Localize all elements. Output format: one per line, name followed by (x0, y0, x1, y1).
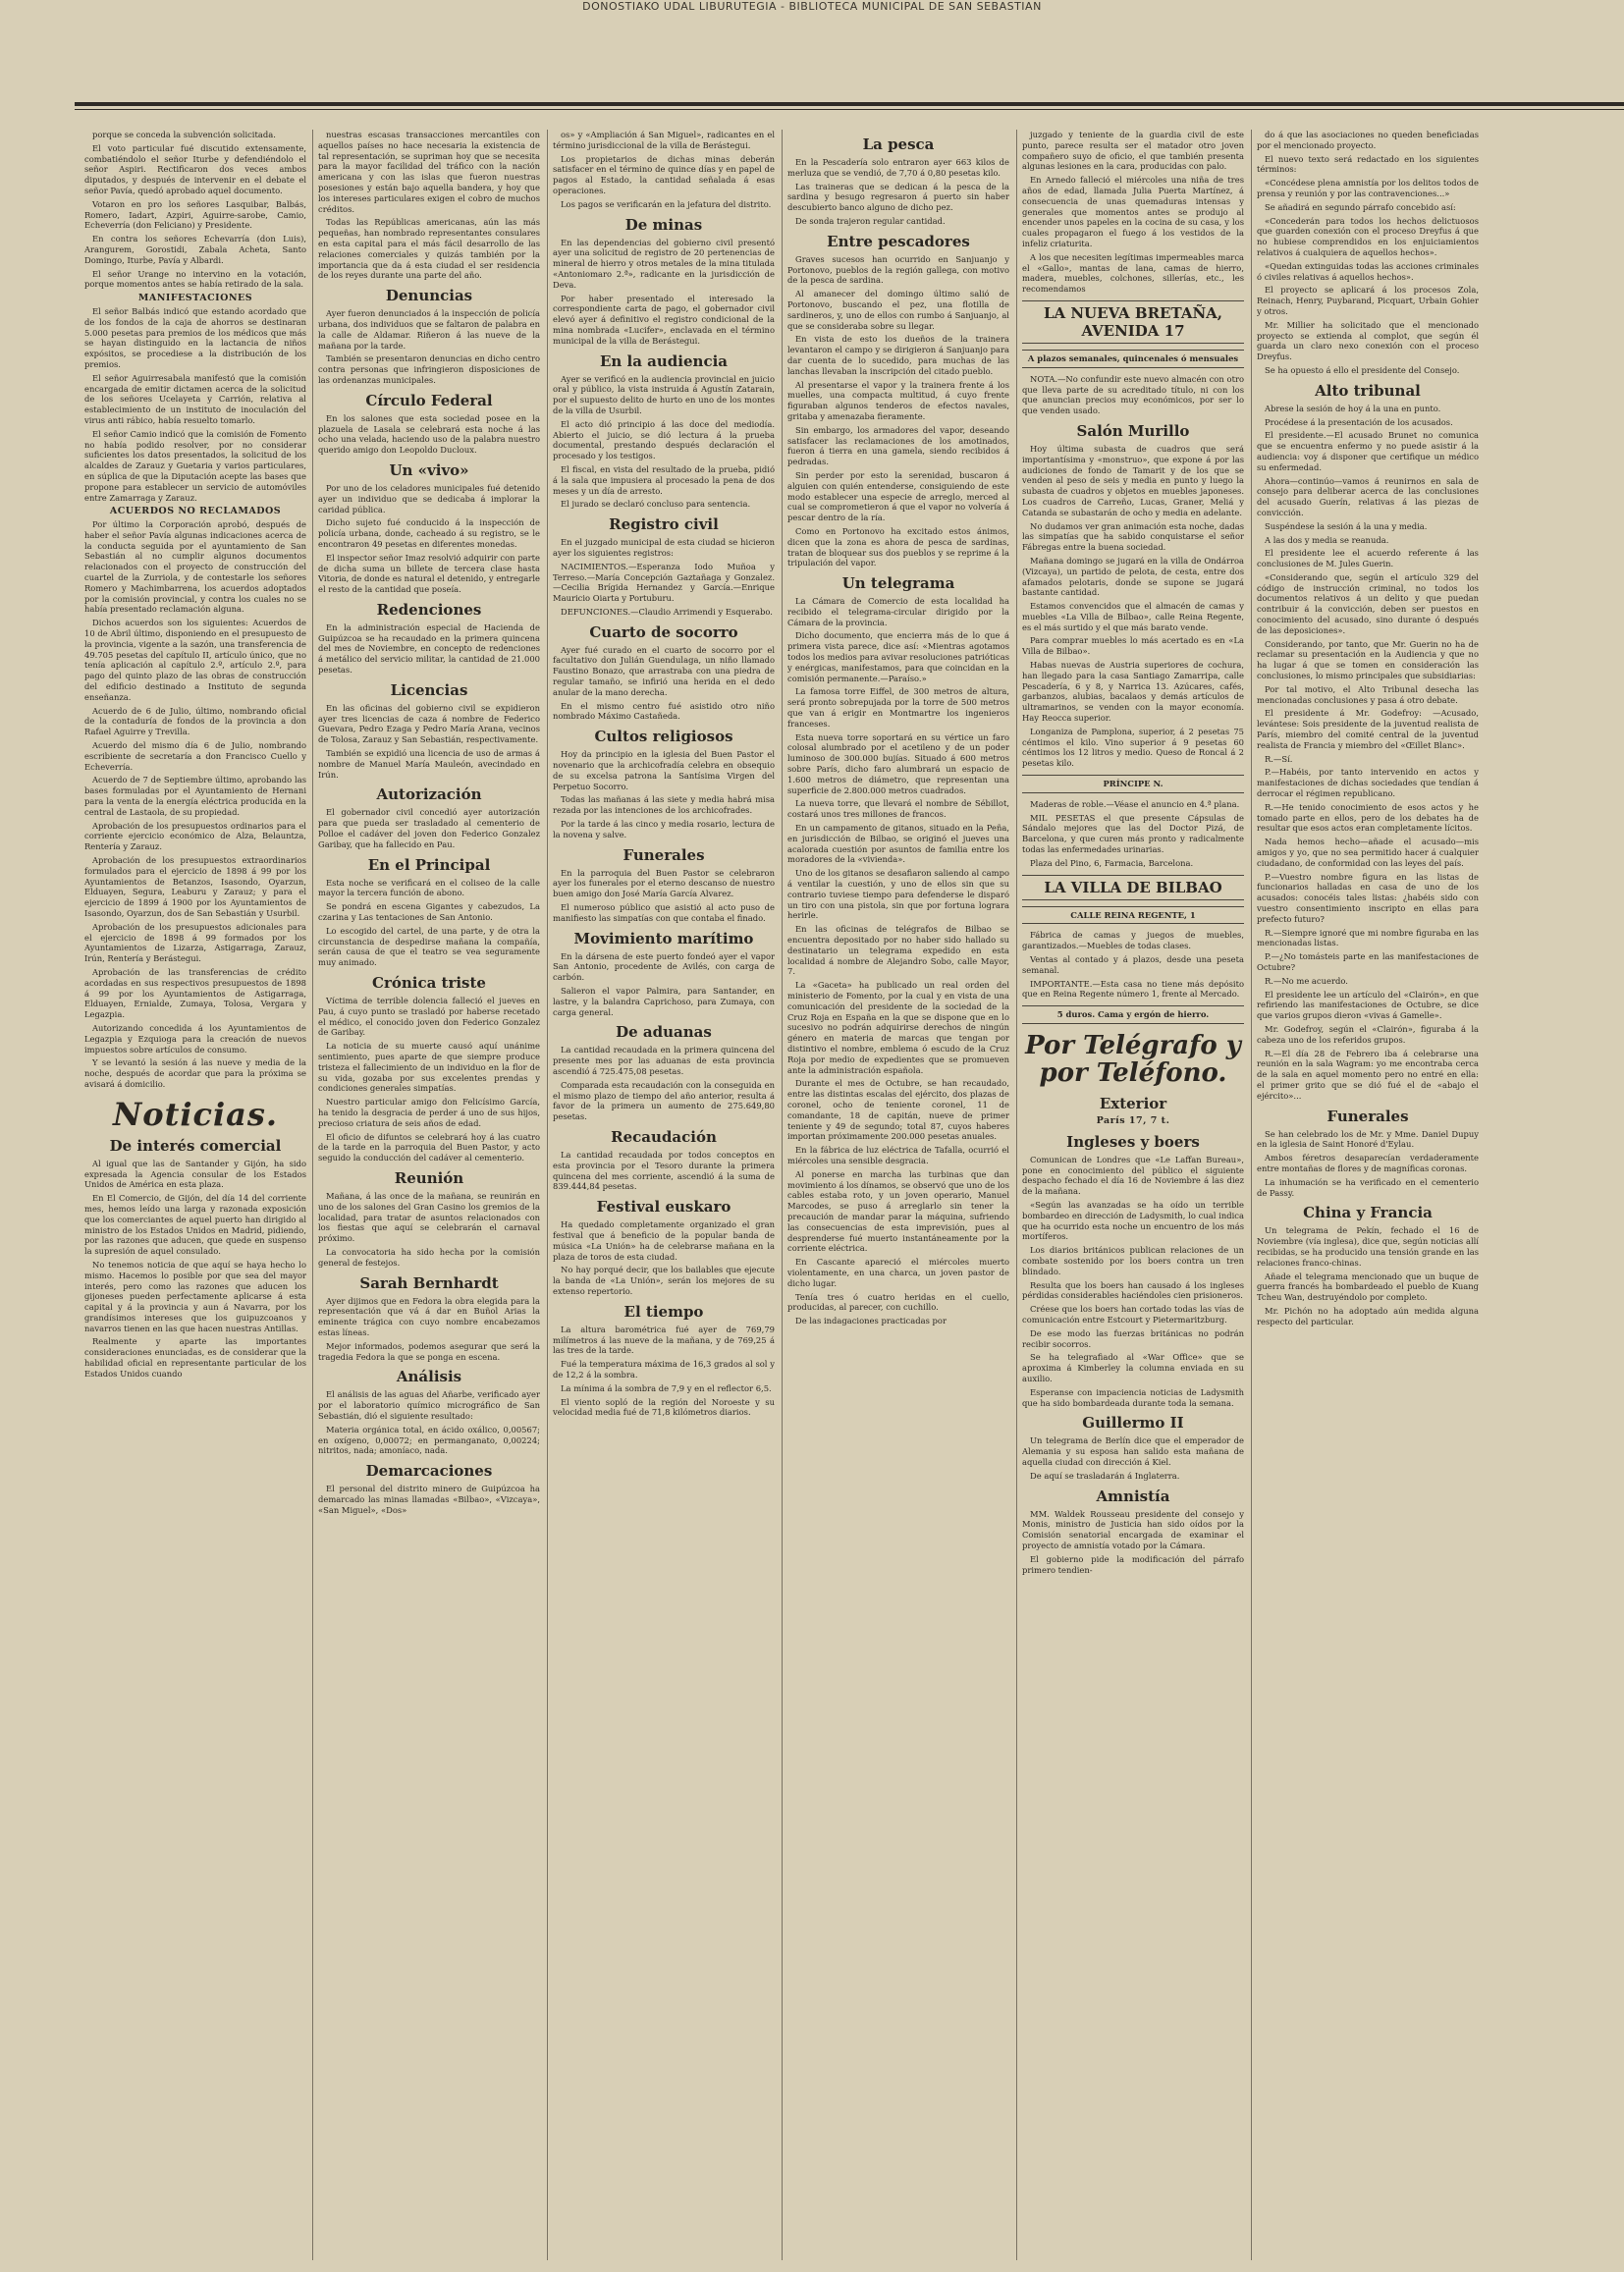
paragraph: Ayer fueron denunciados á la inspección de policía urbana, dos individuos que se faltaron de palabra en la calle de Aldamar. Riñeron á las nueve de la mañana por la tarde. (318, 308, 540, 351)
section-heading: Sarah Bernhardt (359, 1273, 499, 1292)
paragraph: En la fábrica de luz eléctrica de Tafalla, ocurrió el miércoles una sensible desgracia. (787, 1145, 1009, 1165)
paragraph: En las oficinas de telégrafos de Bilbao se encuentra depositado por no haber sido hallado su destinatario un telegrama expedido en esta localidad á nombre de Alejandro Sobo, calle Mayor, 7. (787, 924, 1009, 977)
section-heading: Cultos religiosos (594, 728, 733, 746)
section-heading: El tiempo (623, 1302, 704, 1321)
paragraph: Dicho sujeto fué conducido á la inspección de policía urbana, donde, cacheado á su registro, se le encontraron 49 pesetas en diferentes monedas. (318, 517, 540, 549)
column-separator (547, 130, 548, 2260)
paragraph: Lo escogido del cartel, de una parte, y de otra la circunstancia de despedirse mañana la compañía, serán causa de que el teatro se vea seguramente muy animado. (318, 925, 540, 968)
paragraph: Realmente y aparte las importantes consideraciones enunciadas, es de considerar que la habilidad oficial en representante particular de los Estados Unidos cuando (84, 1336, 306, 1379)
paragraph: Hoy última subasta de cuadros que será importantísima y «monstruo», que expone á por las audiciones de fondo de Tamarit y de los que se venden al peso de seis y media en punto y luego la subasta de cuadros y objetos en muebles japoneses. Los cuadros de Carreño, Lucas, Graner, Meliá y Catanda se subastarán de ocho y media en adelante. (1022, 443, 1244, 517)
column-1 (84, 130, 306, 2260)
paragraph: El inspector señor Imaz resolvió adquirir con parte de dicha suma un billete de tercera clase hasta Vitoria, de donde es natural el detenido, y entregarle el resto de la cantidad que poseía. (318, 552, 540, 595)
paragraph: En El Comercio, de Gijón, del día 14 del corriente mes, hemos leído una larga y razonada exposición que los comerciantes de aquel puerto han dirigido al ministro de los Estados Unidos en Madrid, pidiendo, por las razones que aducen, que quede en suspenso la supresión de aquel consulado. (84, 1193, 306, 1257)
advertisement-line: CALLE REINA REGENTE, 1 (1022, 906, 1244, 925)
paragraph: Un telegrama de Berlín dice que el emperador de Alemania y su esposa han salido esta mañana de aquella ciudad con dirección á Kiel. (1022, 1435, 1244, 1467)
paragraph: De sonda trajeron regular cantidad. (795, 215, 946, 226)
section-heading: Ingleses y boers (1066, 1132, 1200, 1151)
paragraph: «Según las avanzadas se ha oído un terrible bombardeo en dirección de Ladysmith, lo cual indica que ha ocurrido esta noche un encuentro de los más mortíferos. (1022, 1199, 1244, 1242)
section-heading: En la audiencia (599, 352, 728, 370)
paragraph: En contra los señores Echevarría (don Luis), Arangurem, Gorostidi, Zabala Acheta, Santo Domingo, Iturbe, Pavía y Albardi. (84, 234, 306, 265)
paragraph: La altura barométrica fué ayer de 769,79 milímetros á las nueve de la mañana, y de 769,25 á las tres de la tarde. (553, 1324, 775, 1356)
paragraph: El acto dió principio á las doce del mediodía. Abierto el juicio, se dió lectura á la prueba documental, prestando después declaración el procesado y los testigos. (553, 418, 775, 461)
paragraph: R.—He tenido conocimiento de esos actos y he tomado parte en ellos, pero de los debates ha de resultar que esos actos eran completamente lícitos. (1257, 801, 1479, 834)
paragraph: La famosa torre Eiffel, de 300 metros de altura, será pronto sobrepujada por la torre de 500 metros que van á erigir en Montmartre los ingenieros franceses. (787, 686, 1009, 729)
paragraph: Resulta que los boers han causado á los ingleses pérdidas considerables haciéndoles cien prisioneros. (1022, 1279, 1244, 1301)
paragraph: do á que las asociaciones no queden beneficiadas por el mencionado proyecto. (1257, 130, 1479, 150)
paragraph: En Arnedo falleció el miércoles una niña de tres años de edad, llamada Julia Puerta Martínez, á consecuencia de unas quemaduras intensas y generales que momentos antes se produjo al encender unos papeles en la cocina de su casa, y los cuales propagaron el fuego á los vestidos de la infeliz criaturita. (1022, 175, 1244, 248)
paragraph: Por uno de los celadores municipales fué detenido ayer un individuo que se dedicaba á implorar la caridad pública. (318, 482, 540, 514)
paragraph: En vista de esto los dueños de la trainera levantaron el campo y se dirigieron á Sanjuanjo para dar cuenta de lo sucedido, para muchas de las lanchas llevaban la inscripción del citado pueblo. (787, 334, 1009, 376)
section-title-telegrafo: Por Telégrafo y por Teléfono. (1025, 1031, 1241, 1088)
section-heading: La pesca (862, 135, 935, 153)
paragraph: Graves sucesos han ocurrido en Sanjuanjo y Portonovo, pueblos de la región gallega, con motivo de la pesca de sardina. (787, 253, 1009, 286)
section-heading: Registro civil (609, 515, 719, 534)
paragraph: La convocatoria ha sido hecha por la comisión general de festejos. (318, 1246, 540, 1268)
page-rule-top-thin (75, 109, 1624, 110)
paragraph: Acuerdo de 6 de Julio, último, nombrando oficial de la contaduría de fondos de la provincia a don Rafael Aguirre y Trevilla. (84, 705, 306, 737)
column-4 (787, 130, 1009, 2260)
paragraph: El señor Urange no intervino en la votación, porque momentos antes se había retirado de la sala. (84, 268, 306, 290)
paragraph: Los propietarios de dichas minas deberán satisfacer en el término de quince días y en papel de pagos al Estado, la cantidad señalada á esas operaciones. (553, 153, 775, 195)
paragraph: Procédese á la presentación de los acusados. (1265, 416, 1453, 427)
paragraph: El numeroso público que asistió al acto puso de manifiesto las simpatías con que contaba el finado. (553, 902, 775, 923)
section-heading: Funerales (623, 845, 705, 864)
paragraph: R.—Sí. (1265, 753, 1293, 764)
paragraph: Plaza del Pino, 6, Farmacia, Barcelona. (1030, 857, 1194, 868)
paragraph: La Cámara de Comercio de esta localidad ha recibido el telegrama-circular dirigido por la Cámara de la provincia. (787, 596, 1009, 627)
paragraph: El jurado se declaró concluso para sentencia. (561, 499, 751, 510)
paragraph: En un campamento de gitanos, situado en la Peña, en jurisdicción de Bilbao, se originó el jueves una acalorada cuestión por asuntos de familia entre los moradores de la «vivienda». (787, 823, 1009, 865)
paragraph: P.—Habéis, por tanto intervenido en actos y manifestaciones de dichas sociedades que tendían á derrocar el régimen republicano. (1257, 767, 1479, 799)
paragraph: «Concédese plena amnistía por los delitos todos de prensa y reunión y por las contravenciones...» (1257, 178, 1479, 198)
paragraph: En las oficinas del gobierno civil se expidieron ayer tres licencias de caza á nombre de Federico Guevara, Pedro Ezaga y Pedro María Arana, vecinos de Tolosa, Zarauz y San Sebastián, respectivamente. (318, 702, 540, 745)
paragraph: Durante el mes de Octubre, se han recaudado, entre las distintas escalas del ejército, dos plazas de coronel, ocho de teniente coronel, 11 de comandante, 18 de capitán, nueve de primer teniente y 49 de segundo; total 87, cuyos haberes importan próximamente 200.000 pesetas anuales. (787, 1078, 1009, 1142)
paragraph: El presidente.—El acusado Brunet no comunica que se encuentra enfermo y no puede asistir á la audiencia: voy á disponer que certifique un médico su enfermedad. (1257, 430, 1479, 472)
advertisement-title: LA NUEVA BRETAÑA, AVENIDA 17 (1022, 300, 1244, 344)
paragraph: El voto particular fué discutido extensamente, combatiéndolo el señor Iturbe y defendiéndolo el señor Aspiri. Rectificaron dos veces ambos diputados, y después de intervenir en el debate el señor Pavía, quedó aprobado aquel documento. (84, 142, 306, 195)
paragraph: En la dársena de este puerto fondeó ayer el vapor San Antonio, procedente de Avilés, con carga de carbón. (553, 950, 775, 983)
paragraph: No tenemos noticia de que aquí se haya hecho lo mismo. Hacemos lo posible por que sea del mayor interés, pero como las razones que aducen los gijoneses pueden perfectamente aplicarse á esta capital y á la provincia y aun á Navarra, por los grandísimos intereses que los guipuzcoanos y navarros tienen en las que hacen nuestras Antillas. (84, 1259, 306, 1333)
subheading: ACUERDOS NO RECLAMADOS (109, 506, 282, 517)
paragraph: La cantidad recaudada en la primera quincena del presente mes por las aduanas de esta provincia ascendió á 725.475,08 pesetas. (553, 1045, 775, 1076)
paragraph: DEFUNCIONES.—Claudio Arrimendi y Esquerabo. (561, 606, 773, 617)
column-2 (318, 130, 540, 2260)
paragraph: Dicho documento, que encierra más de lo que á primera vista parece, dice así: «Mientras agotamos todos los medios para avivar resoluciones patrióticas y enérgicas, manifestamos, para que coincidan en la comisión permanente.—Paraíso.» (787, 630, 1009, 683)
paragraph: En la Pescadería solo entraron ayer 663 kilos de merluza que se vendió, de 7,70 á 0,80 pesetas kilo. (787, 157, 1009, 178)
paragraph: Suspéndese la sesión á la una y media. (1265, 520, 1428, 531)
advertisement-title: LA VILLA DE BILBAO (1022, 875, 1244, 900)
paragraph: Esta nueva torre soportará en su vértice un faro colosal alumbrado por el acetileno y de un poder luminoso de 300.000 bujías. Situado á 600 metros sobre París, dicho faro alumbrará un espacio de 1.600 metros de diámetro, que representan una superficie de 2.800.000 metros cuadrados. (787, 731, 1009, 795)
paragraph: Maderas de roble.—Véase el anuncio en 4.ª plana. (1030, 798, 1240, 809)
column-separator (1251, 130, 1252, 2260)
section-heading: Crónica triste (372, 974, 486, 993)
column-5 (1022, 130, 1244, 2260)
advertisement-line: 5 duros. Cama y ergón de hierro. (1022, 1005, 1244, 1024)
paragraph: Por haber presentado el interesado la correspondiente carta de pago, el gobernador civil elevó ayer á definitivo el registro condicional de la mina nombrada «Lucifer», enclavada en el término municipal de la villa de Berástegui. (553, 293, 775, 346)
section-heading: Alto tribunal (1315, 381, 1421, 400)
paragraph: Esta noche se verificará en el coliseo de la calle mayor la tercera función de abono. (318, 877, 540, 898)
paragraph: Esperanse con impaciencia noticias de Ladysmith que ha sido bombardeada durante toda la semana. (1022, 1386, 1244, 1408)
paragraph: «Considerando que, según el artículo 329 del código de instrucción criminal, no todos los documentos relativos á un delito y que puedan contribuir á la convicción, deben ser puestos en conocimiento del acusado, sino durante ó después de las deposiciones». (1257, 571, 1479, 635)
paragraph: Al ponerse en marcha las turbinas que dan movimiento á los dínamos, se observó que uno de los cables estaba roto, y un joven operario, Manuel Marcodes, se puso á arreglarlo sin tener la precaución de mandar parar la máquina, sufriendo las consecuencias de esta imprevisión, pues al desprenderse fué muerto instantáneamente por la corriente eléctrica. (787, 1168, 1009, 1254)
paragraph: Comunican de Londres que «Le Laffan Bureau», pone en conocimiento del público el siguiente despacho fechado el día 16 de Noviembre á las diez de la mañana. (1022, 1154, 1244, 1197)
paragraph: Acuerdo del mismo día 6 de Julio, nombrando escribiente de secretaría a don Francisco Cuello y Echeverría. (84, 740, 306, 772)
paragraph: Aprobación de los presupuestos ordinarios para el corriente ejercicio económico de Alza, Belauntza, Rentería y Zarauz. (84, 820, 306, 852)
section-heading: Movimiento marítimo (573, 929, 754, 947)
paragraph: Añade el telegrama mencionado que un buque de guerra francés ha bombardeado el pueblo de Kuang Tcheu Wan, destruyéndolo por completo. (1257, 1271, 1479, 1303)
paragraph: P.—¿No tomásteis parte en las manifestaciones de Octubre? (1257, 951, 1479, 972)
paragraph: En la administración especial de Hacienda de Guipúzcoa se ha recaudado en la primera quincena del mes de Noviembre, en concepto de redenciones á metálico del servicio militar, la cantidad de 21.000 pesetas. (318, 622, 540, 676)
paragraph: MIL PESETAS el que presente Cápsulas de Sándalo mejores que las del Doctor Pizá, de Barcelona, y que curen más pronto y radicalmente todas las enfermedades urinarias. (1022, 812, 1244, 855)
section-heading: Redenciones (376, 600, 482, 619)
paragraph: Comparada esta recaudación con la conseguida en el mismo plazo de tiempo del año anterior, resulta á favor de la primera un aumento de 275.649,80 pesetas. (553, 1079, 775, 1122)
paragraph: También se presentaron denuncias en dicho centro contra personas que infringieron disposiciones de las ordenanzas municipales. (318, 353, 540, 385)
paragraph: Víctima de terrible dolencia falleció el jueves en Pau, á cuyo punto se trasladó por haberse recetado el médico, el conocido joven don Federico Gonzalez de Garibay. (318, 996, 540, 1038)
paragraph: «Concederán para todos los hechos delictuosos que guarden conexión con el proceso Dreyfus á que no hubiese comprendidos en los enjuiciamientos relativos á cualquiera de aquellos hechos». (1257, 215, 1479, 257)
paragraph: La noticia de su muerte causó aquí unánime sentimiento, pues aparte de que siempre produce tristeza el fallecimiento de un individuo en la flor de su vida, gozaba por sus excelentes prendas y condiciones generales simpatías. (318, 1041, 540, 1094)
paragraph: Y se levantó la sesión á las nueve y media de la noche, después de acordar que para la próxima se avisará á domicilio. (84, 1057, 306, 1089)
section-heading: De interés comercial (109, 1136, 282, 1155)
paragraph: Ayer fué curado en el cuarto de socorro por el facultativo don Julián Guendulaga, un niño llamado Faustino Bonazo, que arrastraba con una piedra de regular tamaño, se infirió una herida en el dedo anular de la mano derecha. (553, 644, 775, 697)
paragraph: El proyecto se aplicará á los procesos Zola, Reinach, Henry, Puybarand, Picquart, Urbain Gohier y otros. (1257, 285, 1479, 316)
paragraph: En la parroquia del Buen Pastor se celebraron ayer los funerales por el eterno descanso de nuestro buen amigo don José María García Alvarez. (553, 867, 775, 899)
paragraph: Por tal motivo, el Alto Tribunal desecha las mencionadas conclusiones y pasa á otro debate. (1257, 683, 1479, 705)
paragraph: Para comprar muebles lo más acertado es en «La Villa de Bilbao». (1022, 635, 1244, 657)
section-heading: De minas (624, 215, 703, 234)
paragraph: De aquí se trasladarán á Inglaterra. (1030, 1470, 1180, 1481)
paragraph: El señor Balbás indicó que estando acordado que de los fondos de la caja de ahorros se destinaran 5.000 pesetas para premios de los médicos que más se hayan distinguido en la lactancia de niños expósitos, se procediese a la distribución de los premios. (84, 305, 306, 369)
advertisement-line: PRÍNCIPE N. (1022, 775, 1244, 793)
paragraph: Todas las mañanas á las siete y media habrá misa rezada por las intenciones de los archicofrades. (553, 794, 775, 816)
paragraph: El personal del distrito minero de Guipúzcoa ha demarcado las minas llamadas «Bilbao», «Vizcaya», «San Miguel», «Dos» (318, 1484, 540, 1515)
paragraph: Sin perder por esto la serenidad, buscaron á alguien con quién entenderse, consiguiendo de este modo establecer una especie de arreglo, merced al cual se comprometieron á que el vapor no volvería á pescar dentro de la ría. (787, 469, 1009, 523)
paragraph: Aprobación de los presupuestos adicionales para el ejercicio de 1898 á 99 formados por los Ayuntamientos de Lizarza, Astigarraga, Zarauz, Irún, Rentería y Berástegui. (84, 921, 306, 964)
column-separator (312, 130, 313, 2260)
paragraph: MM. Waldek Rousseau presidente del consejo y Monis, ministro de Justicia han sido oídos por la Comisión senatorial encargada de examinar el proyecto de amnistía votado por la Cámara. (1022, 1508, 1244, 1550)
paragraph: El fiscal, en vista del resultado de la prueba, pidió á la sala que impusiera al procesado la pena de dos meses y un día de arresto. (553, 463, 775, 496)
paragraph: Por último la Corporación aprobó, después de haber el señor Pavía algunas indicaciones acerca de la conducta seguida por el ayuntamiento de San Sebastián al no cumplir algunos documentos relacionados con el proyecto de construcción del cuartel de la Zurriola, y de contestarle los señores Romero y Machimbarrena, los acuerdos adoptados por la comisión provincial, y contra los cuales no se había presentado reclamación alguna. (84, 519, 306, 615)
paragraph: IMPORTANTE.—Esta casa no tiene más depósito que en Reina Regente número 1, frente al Mercado. (1022, 978, 1244, 1000)
paragraph: De las indagaciones practicadas por (795, 1316, 947, 1326)
paragraph: Autorizando concedida á los Ayuntamientos de Legazpia y Ezquioga para la creación de nuevos impuestos sobre artículos de consumo. (84, 1022, 306, 1055)
paragraph: Se han celebrado los de Mr. y Mme. Daniel Dupuy en la iglesia de Saint Honoré d'Eylau. (1257, 1128, 1479, 1150)
paragraph: Se ha opuesto á ello el presidente del Consejo. (1265, 364, 1460, 375)
paragraph: R.—Siempre ignoré que mi nombre figuraba en las mencionadas listas. (1257, 927, 1479, 948)
paragraph: nuestras escasas transacciones mercantiles con aquellos países no hace necesaria la existencia de tal representación, se supriman hoy que se necesita para la mayor facilidad del tráfico con la nación americana y con las islas que fueron nuestras posesiones y están bajo aquella bandera, y hoy que los intereses particulares exigen el cobro de muchos créditos. (318, 130, 540, 214)
subheading: MANIFESTACIONES (137, 293, 253, 304)
paragraph: A las dos y media se reanuda. (1265, 534, 1389, 545)
section-heading: Análisis (396, 1368, 462, 1386)
paragraph: Considerando, por tanto, que Mr. Guerin no ha de reclamar su presentación en la Audiencia y que no ha lugar á que se tomen en consideración las conclusiones, lo mismo principales que subsidiarias: (1257, 638, 1479, 681)
paragraph: En Cascante apareció el miércoles muerto violentamente, en una charca, un joven pastor de dicho lugar. (787, 1257, 1009, 1288)
paragraph: Mr. Godefroy, según el «Clairón», figuraba á la cabeza uno de los referidos grupos. (1257, 1023, 1479, 1045)
paragraph: Las traineras que se dedican á la pesca de la sardina y besugo regresaron á puerto sin haber descubierto banco alguno de dicho pez. (787, 181, 1009, 213)
paragraph: Hoy da principio en la iglesia del Buen Pastor el novenario que la archicofradía celebra en obsequio de su excelsa patrona la Santísima Virgen del Perpetuo Socorro. (553, 749, 775, 791)
section-heading: Un «vivo» (389, 460, 469, 479)
paragraph: En las dependencias del gobierno civil presentó ayer una solicitud de registro de 20 pertenencias de mineral de hierro y otros metales de la mina titulada «Antoniomaro 2.ª», radicante en la jurisdicción de Deva. (553, 237, 775, 290)
paragraph: Sin embargo, los armadores del vapor, deseando satisfacer las reclamaciones de los amotinados, fueron á tierra en una gamela, siendo recibidos á pedradas. (787, 424, 1009, 467)
paragraph: Votaron en pro los señores Lasquibar, Balbás, Romero, Iadart, Azpiri, Aguirre-sarobe, Camio, Echeverría (don Feliciano) y Presidente. (84, 198, 306, 231)
paragraph: Mañana, á las once de la mañana, se reunirán en uno de los salones del Gran Casino los gremios de la localidad, para tratar de asuntos relacionados con los fiestas que aquí se celebrarán el carnaval próximo. (318, 1190, 540, 1244)
paragraph: NOTA.—No confundir este nuevo almacén con otro que lleva parte de su acreditado título, ni con los que anuncian precios muy económicos, por ser lo que venden usado. (1022, 373, 1244, 416)
paragraph: Ventas al contado y á plazos, desde una peseta semanal. (1022, 954, 1244, 975)
paragraph: Uno de los gitanos se desafiaron saliendo al campo á ventilar la cuestión, y uno de ellos sin que su contrario tuviese tiempo para defenderse le disparó un tiro con una pistola, sin que por fortuna lograra herirle. (787, 868, 1009, 921)
paragraph: Acuerdo de 7 de Septiembre último, aprobando las bases formuladas por el Ayuntamiento de Hernani para la venta de la energía eléctrica producida en la central de Lastaola, de su propiedad. (84, 775, 306, 817)
column-3 (553, 130, 775, 2260)
paragraph: El gobernador civil concedió ayer autorización para que pueda ser trasladado al cementerio de Polloe el cadáver del joven don Federico Gonzalez Garibay, que ha fallecido en Pau. (318, 807, 540, 849)
section-heading: Reunión (394, 1168, 464, 1187)
paragraph: Mejor informados, podemos asegurar que será la tragedia Fedora la que se ponga en escena. (318, 1340, 540, 1362)
paragraph: Ambos féretros desaparecían verdaderamente entre montañas de flores y de magníficas coronas. (1257, 1153, 1479, 1173)
paragraph: La «Gaceta» ha publicado un real orden del ministerio de Fomento, por la cual y en vista de una comunicación del presidente de la sociedad de la Cruz Roja en España en la que se dispone que en lo sucesivo no podrán adquirirse derechos de ningún género en materia de marcas que tengan por distintivo el nombre, emblema ó escudo de la Cruz Roja por medio de expedientes que se promueven ante la administración española. (787, 980, 1009, 1075)
section-heading: Autorización (376, 785, 482, 804)
paragraph: El señor Camio indicó que la comisión de Fomento no había podido resolver, por no considerar suficientes los datos presentados, la solicitud de los alcaldes de Zarauz y Guetaria y varios particulares, en súplica de que la Diputación acepte las bases que propone para establecer un servicio de automóviles entre Zamarraga y Zarauz. (84, 428, 306, 503)
paragraph: En los salones que esta sociedad posee en la plazuela de Lasala se celebrará esta noche á las ocho una velada, haciendo uso de la palabra nuestro querido amigo don Leopoldo Ducloux. (318, 412, 540, 456)
section-heading: Demarcaciones (365, 1462, 493, 1481)
paragraph: Al igual que las de Santander y Gijón, ha sido expresada la Agencia consular de los Estados Unidos de América en esta plaza. (84, 1158, 306, 1190)
paragraph: Un telegrama de Pekín, fechado el 16 de Noviembre (vía inglesa), dice que, según noticias allí recibidas, se ha producido una tensión grande en las relaciones franco-chinas. (1257, 1225, 1479, 1268)
paragraph: Dichos acuerdos son los siguientes: Acuerdos de 10 de Abril último, disponiendo en el presupuesto de la provincia, vigente a la sazón, una transferencia de 49.705 pesetas del capítulo II, artículo único, que no tenía aplicación al capítulo 2.º, artículo 2.º, para pago del quinto plazo de las obras de construcción del edificio destinado a Instituto de segunda enseñanza. (84, 618, 306, 702)
paragraph: A los que necesiten legítimas impermeables marca el «Gallo», mantas de lana, camas de hierro, madera, muebles, colchones, sillerías, etc., les recomendamos (1022, 251, 1244, 295)
section-heading: Entre pescadores (827, 232, 970, 250)
paragraph: La nueva torre, que llevará el nombre de Sébillot, costará unos tres millones de francos. (787, 798, 1009, 820)
paragraph: El nuevo texto será redactado en los siguientes términos: (1257, 153, 1479, 175)
paragraph: P.—Vuestro nombre figura en las listas de funcionarios halladas en casa de uno de los acusados: conocéis tales listas: ¿habéis sido con vuestro consentimiento inscripto en ellas para prefecto futuro? (1257, 871, 1479, 924)
paragraph: porque se conceda la subvención solicitada. (92, 130, 276, 139)
paragraph: La mínima á la sombra de 7,9 y en el reflector 6,5. (561, 1382, 772, 1393)
paragraph: R.—No me acuerdo. (1265, 975, 1348, 986)
paragraph: Nada hemos hecho—añade el acusado—mis amigos y yo, que no sea permitido hacer á cualquier ciudadano, de conformidad con las leyes del país. (1257, 837, 1479, 868)
paragraph: Estamos convencidos que el almacén de camas y muebles «La Villa de Bilbao», calle Reina Regente, es el más surtido y el que más barato vende. (1022, 601, 1244, 632)
section-heading: Salón Murillo (1076, 421, 1190, 440)
paragraph: El oficio de difuntos se celebrará hoy á las cuatro de la tarde en la parroquia del Buen Pastor, y acto seguido la conducción del cadáver al cementerio. (318, 1131, 540, 1163)
paragraph: Se pondrá en escena Gigantes y cabezudos, La czarina y Las tentaciones de San Antonio. (318, 901, 540, 923)
paragraph: No hay porqué decir, que los bailables que ejecute la banda de «La Unión», serán los mejores de su extenso repertorio. (553, 1265, 775, 1296)
column-separator (1016, 130, 1017, 2260)
section-heading: Círculo Federal (365, 391, 493, 409)
paragraph: «Quedan extinguidas todas las acciones criminales ó civiles relativas á aquellos hechos». (1257, 260, 1479, 282)
section-heading: Festival euskaro (596, 1198, 731, 1217)
paragraph: Aprobación de los presupuestos extraordinarios formulados para el ejercicio de 1898 á 99 por los Ayuntamientos de Betanzos, Isasondo, Oyarzun, Elduayen, Segura, Leaburu y Zarauz; y para el ejercicio de 1899 á 1900 por los Ayuntamientos de Isasondo, Oyarzun, dos de San Sebastián y Usurbil. (84, 855, 306, 918)
subheading: París 17, 7 t. (1096, 1115, 1170, 1126)
section-heading: Cuarto de socorro (589, 622, 738, 641)
section-heading: En el Principal (367, 855, 491, 874)
paragraph: También se expidió una licencia de uso de armas á nombre de Manuel María Mauleón, avecindado en Irún. (318, 748, 540, 780)
paragraph: El señor Aguirresabala manifestó que la comisión encargada de emitir dictamen acerca de la solicitud de los señores Ucelayeta y Carrión, relativa al establecimiento de un instituto de inoculación del virus anti rábico, había resuelto tomarlo. (84, 372, 306, 425)
section-heading: Exterior (1099, 1095, 1167, 1112)
section-heading: Un telegrama (841, 574, 955, 593)
paragraph: El presidente lee el acuerdo referente á las conclusiones de M. Jules Guerin. (1257, 548, 1479, 569)
paragraph: Materia orgánica total, en ácido oxálico, 0,00567; en oxígeno, 0,00072; en permanganato, 0,00224; nitritos, nada; amoníaco, nada. (318, 1424, 540, 1456)
paragraph: Se ha telegrafiado al «War Office» que se aproxima á Kimberley la columna enviada en su auxilio. (1022, 1352, 1244, 1383)
archive-header: DONOSTIAKO UDAL LIBURUTEGIA - BIBLIOTECA MUNICIPAL DE SAN SEBASTIAN (582, 0, 1042, 13)
section-heading: Denuncias (385, 287, 473, 305)
paragraph: El presidente lee un artículo del «Clairón», en que refiriendo las manifestaciones de Octubre, se dice que varios grupos dieron «vivas á Gamelle». (1257, 989, 1479, 1021)
paragraph: El gobierno pide la modificación del párrafo primero tendien- (1022, 1553, 1244, 1575)
section-heading: Amnistía (1096, 1487, 1170, 1505)
paragraph: El presidente á Mr. Godefroy: —Acusado, levántese: Sois presidente de la juventud realista de París, miembro del comité central de la juventud realista de Francia y miembro del «Œillet Blanc». (1257, 708, 1479, 750)
paragraph: Por la tarde á las cinco y media rosario, lectura de la novena y salve. (553, 819, 775, 839)
paragraph: Créese que los boers han cortado todas las vías de comunicación entre Estcourt y Pietermaritzburg. (1022, 1304, 1244, 1325)
page-rule-top (75, 102, 1624, 106)
paragraph: juzgado y teniente de la guardia civil de este punto, parece resulta ser el matador otro joven compañero suyo de oficio, el que también presenta algunas lesiones en la cara, producidas con palo. (1022, 130, 1244, 172)
paragraph: NACIMIENTOS.—Esperanza Iodo Muñoa y Terreso.—María Concepción Gaztañaga y Gonzalez.—Cecilia Brígida Hernandez y García.—Enrique Mauricio Oiarta y Portuburu. (553, 561, 775, 604)
paragraph: Abrese la sesión de hoy á la una en punto. (1265, 403, 1441, 413)
paragraph: Habas nuevas de Austria superiores de cochura, han llegado para la casa Santiago Zamarripa, calle Pescadería, 6 y 8, y Narrica 13. Azúcares, cafés, garbanzos, alubias, bacalaos y demás artículos de ultramarinos, se venden con la mayor economía. Hay Reocca superior. (1022, 660, 1244, 724)
paragraph: Ha quedado completamente organizado el gran festival que á beneficio de la popular banda de música «La Unión» ha de celebrarse mañana en la plaza de toros de esta ciudad. (553, 1219, 775, 1262)
section-heading: Recaudación (611, 1127, 717, 1146)
paragraph: Se añadirá en segundo párrafo concebido así: (1265, 201, 1456, 212)
paragraph: Fué la temperatura máxima de 16,3 grados al sol y de 12,2 á la sombra. (553, 1359, 775, 1379)
masthead-noticias: Noticias. (112, 1095, 279, 1133)
paragraph: Fábrica de camas y juegos de muebles, garantizados.—Muebles de todas clases. (1022, 930, 1244, 951)
paragraph: Ayer dijimos que en Fedora la obra elegida para la representación que vá á dar en Buñol Arias la eminente trágica con cuyo nombre encabezamos estas líneas. (318, 1295, 540, 1337)
paragraph: Mr. Pichón no ha adoptado aún medida alguna respecto del particular. (1257, 1305, 1479, 1326)
paragraph: Todas las Repúblicas americanas, aún las más pequeñas, han nombrado representantes consulares en esta capital para el más fácil desarrollo de las relaciones comerciales y quizás también por la importancia que da á esta ciudad el ser residencia de los reyes durante una parte del año. (318, 217, 540, 281)
paragraph: os» y «Ampliación á San Miguel», radicantes en el término jurisdiccional de la villa de Berástegui. (553, 130, 775, 150)
column-separator (782, 130, 783, 2260)
paragraph: Tenía tres ó cuatro heridas en el cuello, producidas, al parecer, con cuchillo. (787, 1291, 1009, 1313)
advertisement-line: A plazos semanales, quincenales ó mensuales (1022, 350, 1244, 368)
paragraph: Ahora—continúo—vamos á reunirnos en sala de consejo para deliberar acerca de las conclusiones del acusado Guerín, relativas á las piezas de convicción. (1257, 475, 1479, 517)
paragraph: En el mismo centro fué asistido otro niño nombrado Máximo Castañeda. (553, 700, 775, 722)
section-heading: Guillermo II (1082, 1414, 1184, 1433)
paragraph: Mr. Millier ha solicitado que el mencionado proyecto se extienda al complot, que según él guarda un claro nexo conexión con el proceso Dreyfus. (1257, 319, 1479, 362)
paragraph: Nuestro particular amigo don Felicísimo García, ha tenido la desgracia de perder á uno de sus hijos, precioso criatura de seis años de edad. (318, 1097, 540, 1128)
section-heading: Licencias (390, 680, 468, 699)
paragraph: El análisis de las aguas del Añarbe, verificado ayer por el laboratorio químico micrográfico de San Sebastián, dió el siguiente resultado: (318, 1389, 540, 1421)
section-heading: China y Francia (1303, 1204, 1433, 1222)
paragraph: Los pagos se verificarán en la jefatura del distrito. (561, 198, 772, 209)
section-heading: De aduanas (616, 1023, 712, 1042)
paragraph: La inhumación se ha verificado en el cementerio de Passy. (1257, 1176, 1479, 1198)
paragraph: La cantidad recaudada por todos conceptos en esta provincia por el Tesoro durante la primera quincena del mes corriente, ascendió á la suma de 839.444,84 pesetas. (553, 1149, 775, 1192)
section-heading: Funerales (1326, 1107, 1409, 1125)
paragraph: No dudamos ver gran animación esta noche, dadas las simpatías que ha sabido conquistarse el señor Fábregas entre la buena sociedad. (1022, 520, 1244, 553)
paragraph: Aprobación de las transferencias de crédito acordadas en sus respectivos presupuestos de 1898 á 99 por los Ayuntamientos de Astigarraga, Elduayen, Ernialde, Zumaya, Tolosa, Vergara y Legazpia. (84, 966, 306, 1020)
paragraph: Al amanecer del domingo último salió de Portonovo, buscando el pez, una flotilla de sardineros, y, uno de ellos con rumbo á Sanjuanjo, al que se consideraba sobre su llegar. (787, 289, 1009, 331)
paragraph: Como en Portonovo ha excitado estos ánimos, dicen que la zona es ahora de pesca de sardinas, tratan de bloquear sus dos pueblos y se reprime á la tripulación del vapor. (787, 525, 1009, 568)
column-6 (1257, 130, 1479, 2260)
paragraph: El viento sopló de la región del Noroeste y su velocidad media fué de 71,8 kilómetros diarios. (553, 1396, 775, 1418)
paragraph: De ese modo las fuerzas británicas no podrán recibir socorros. (1022, 1327, 1244, 1349)
paragraph: Los diarios británicos publican relaciones de un combate sostenido por los boers contra un tren blindado. (1022, 1245, 1244, 1276)
paragraph: Mañana domingo se jugará en la villa de Ondárroa (Vizcaya), un partido de pelota, de cesta, entre dos afamados pelotaris, donde se supone se jugará bastante cantidad. (1022, 555, 1244, 598)
paragraph: Longaniza de Pamplona, superior, á 2 pesetas 75 céntimos el kilo. Vino superior á 9 pesetas 60 céntimos los 12 litros y medio. Queso de Roncal á 2 pesetas kilo. (1022, 726, 1244, 769)
paragraph: Ayer se verificó en la audiencia provincial en juicio oral y público, la vista instruida á Agustín Zatarain, por el supuesto delito de hurto en uno de los montes de la villa de Usurbil. (553, 373, 775, 415)
paragraph: En el juzgado municipal de esta ciudad se hicieron ayer los siguientes registros: (553, 537, 775, 558)
paragraph: R.—El día 28 de Febrero iba á celebrarse una reunión en la sala Wagram: yo me encontraba cerca de la sala en aquel momento pero no entré en ella: el primer grito que se dió fué el de «abajo el ejército»... (1257, 1048, 1479, 1101)
paragraph: Salieron el vapor Palmira, para Santander, en lastre, y la balandra Caprichoso, para Zumaya, con carga general. (553, 986, 775, 1017)
paragraph: Al presentarse el vapor y la trainera frente á los muelles, una compacta multitud, á cuyo frente figuraban algunos tenderos de efectos navales, gritaba y amenazaba fieramente. (787, 379, 1009, 421)
